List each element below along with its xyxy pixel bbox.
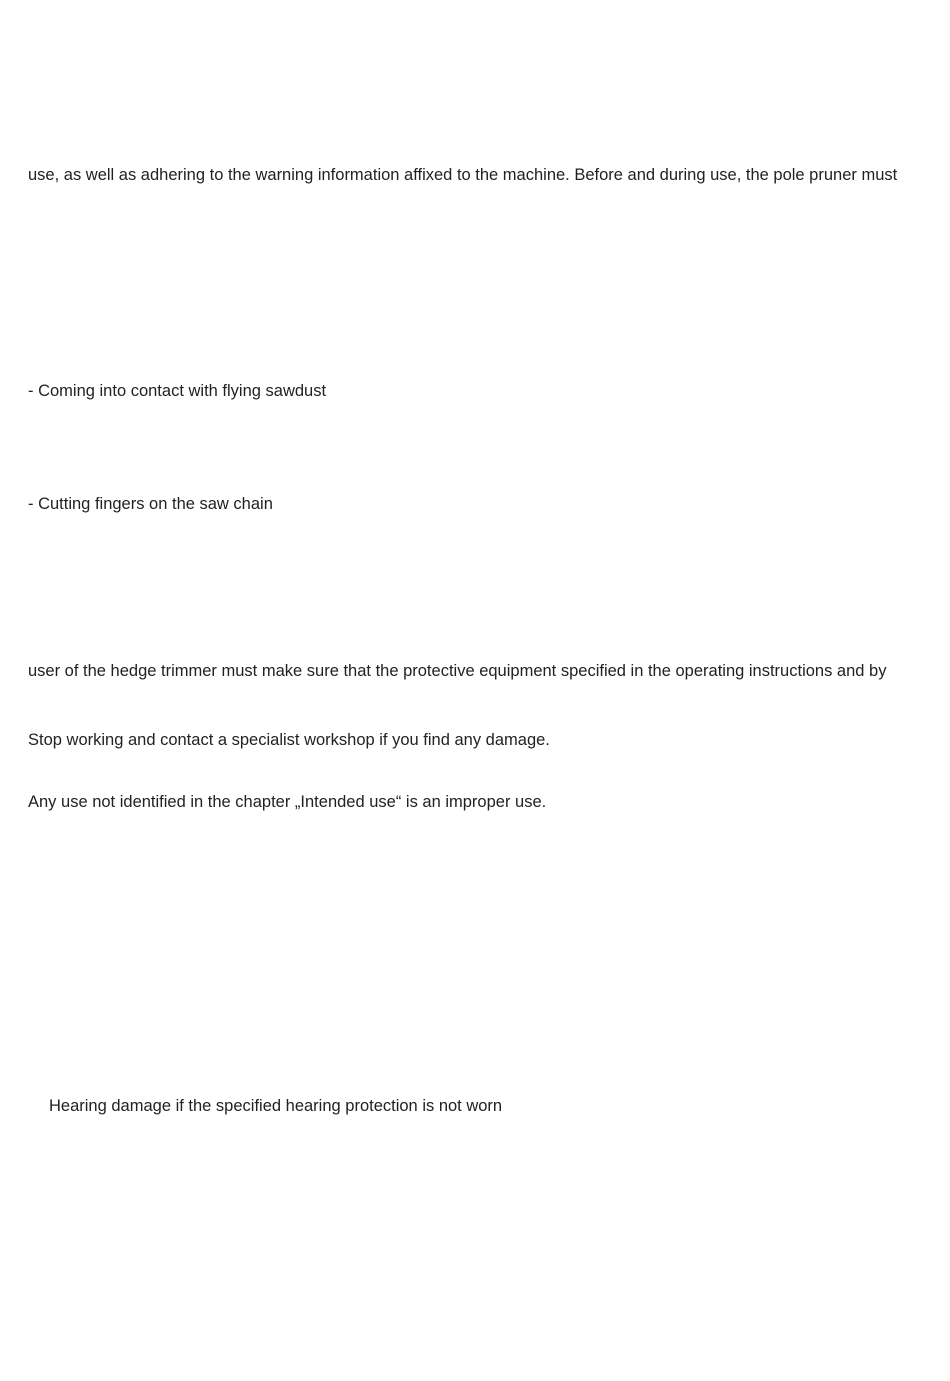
text-line-stop-working: Stop working and contact a specialist workshop if you find any damage.: [28, 731, 550, 749]
text-line-hearing-damage: Hearing damage if the specified hearing protection is not worn: [49, 1097, 503, 1115]
text-line-improper-use: Any use not identified in the chapter „Intended use“ is an improper use.: [28, 793, 547, 811]
text-line-usage-warning: use, as well as adhering to the warning information affixed to the machine. Before and during use, the pole pruner must: [28, 166, 898, 184]
text-line-cutting-fingers: - Cutting fingers on the saw chain: [28, 495, 273, 513]
text-line-protective-equipment: user of the hedge trimmer must make sure that the protective equipment specified in the operating instructions and by: [28, 662, 887, 680]
text-line-flying-sawdust: - Coming into contact with flying sawdust: [28, 382, 327, 400]
